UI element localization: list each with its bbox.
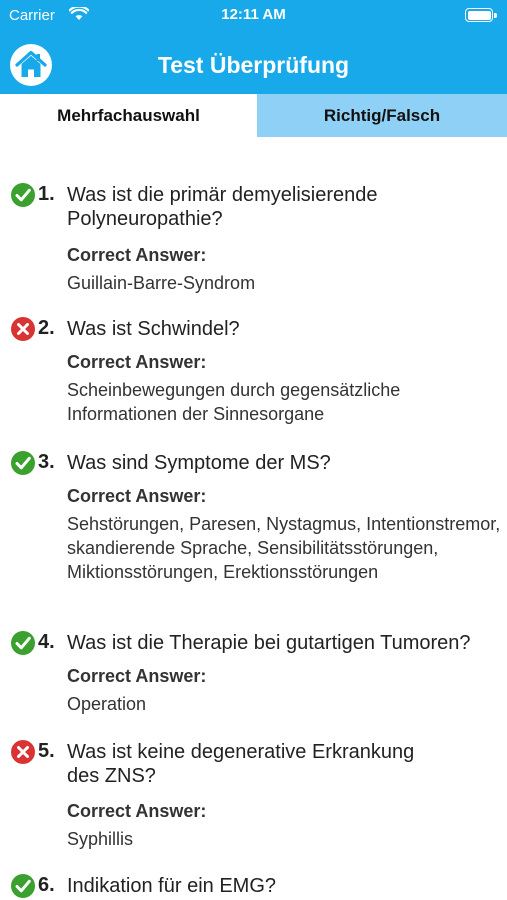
check-icon	[10, 450, 36, 476]
correct-answer-label: Correct Answer:	[67, 352, 207, 372]
correct-answer-text: Operation	[67, 694, 147, 714]
correct-answer-label: Correct Answer:	[67, 486, 207, 506]
results-list[interactable]	[0, 137, 507, 900]
question-text: Was ist Schwindel?	[67, 318, 240, 340]
cross-icon	[10, 316, 36, 342]
check-icon	[10, 873, 36, 899]
correct-answer-text: Guillain-Barre-Syndrom	[67, 273, 256, 293]
question-number: 3.	[38, 451, 55, 473]
correct-answer-label: Correct Answer:	[67, 801, 207, 821]
question-number: 2.	[38, 317, 55, 339]
question-text: Was ist die Therapie bei gutartigen Tumoren?	[67, 632, 471, 654]
question-text: Was sind Symptome der MS?	[67, 452, 331, 474]
carrier-label: Carrier	[9, 7, 55, 24]
page-title: Test Überprüfung	[157, 52, 350, 78]
check-icon	[10, 182, 36, 208]
correct-answer-label: Correct Answer:	[67, 245, 207, 265]
correct-answer-text: Scheinbewegungen durch gegensätzliche Informationen der Sinnesorgane	[67, 380, 401, 424]
question-text: Was ist die primär demyelisierende Polyneuropathie?	[67, 184, 378, 230]
check-icon	[10, 630, 36, 656]
status-time: 12:11 AM	[221, 6, 286, 23]
cross-icon	[10, 739, 36, 765]
tab-multiple-choice[interactable]: Mehrfachauswahl	[0, 94, 257, 137]
header	[0, 0, 507, 94]
question-number: 4.	[38, 631, 55, 653]
tab-true-false[interactable]: Richtig/Falsch	[257, 94, 507, 137]
correct-answer-text: Sehstörungen, Paresen, Nystagmus, Intentionstremor, skandierende Sprache, Sensibilitätsstörungen, Miktionsstörungen, Erektionsstörungen	[67, 514, 501, 582]
question-number: 5.	[38, 740, 55, 762]
correct-answer-text: Syphillis	[67, 829, 134, 849]
question-text: Was ist keine degenerative Erkrankung des ZNS?	[67, 741, 415, 787]
tab-bar	[0, 94, 507, 137]
question-number: 1.	[38, 183, 55, 205]
correct-answer-label: Correct Answer:	[67, 666, 207, 686]
battery-icon	[465, 8, 493, 22]
status-bar	[0, 0, 507, 30]
question-text: Indikation für ein EMG?	[67, 875, 276, 897]
question-number: 6.	[38, 874, 55, 896]
nav-bar	[0, 30, 507, 94]
